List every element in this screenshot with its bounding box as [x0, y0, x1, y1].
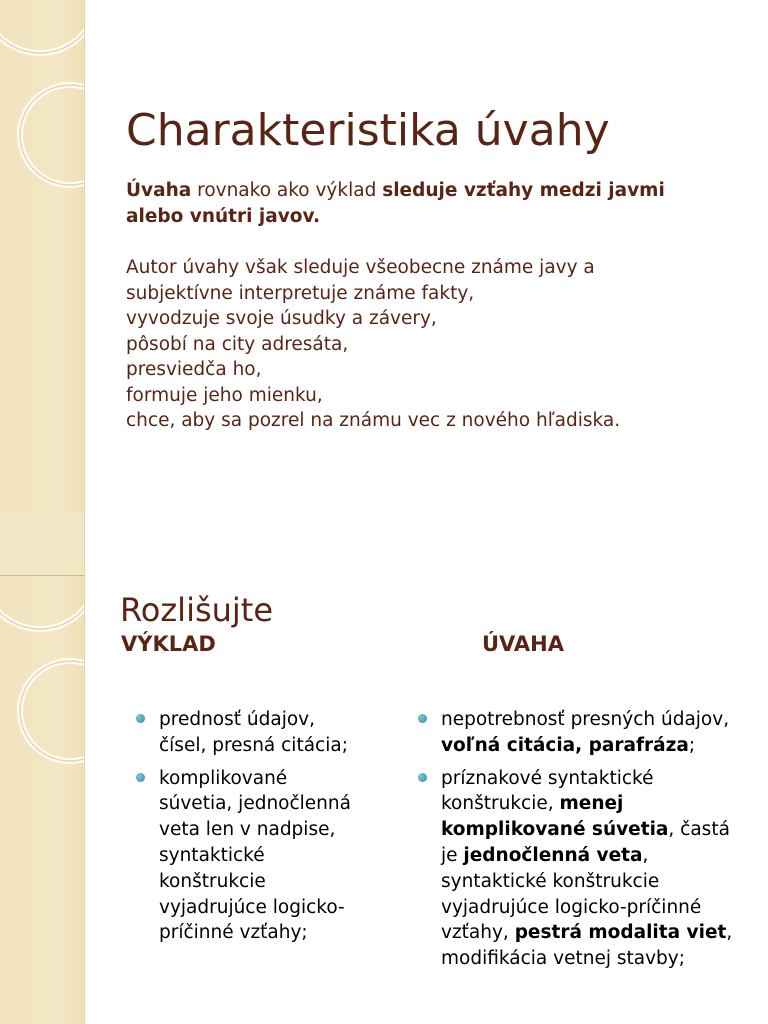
list-item-emphasis: menej komplikované súvetia	[441, 793, 669, 841]
list-item-emphasis: pestrá modalita viet	[514, 922, 727, 944]
list-item-emphasis: jednočlenná veta	[463, 844, 643, 866]
bullet-icon	[136, 773, 145, 782]
description-line: pôsobí na city adresáta,	[126, 333, 349, 355]
bullet-icon	[418, 773, 427, 782]
right-bullet-list	[418, 707, 748, 979]
list-item-emphasis: voľná citácia, parafráza	[441, 734, 689, 756]
description-line: vyvodzuje svoje úsudky a závery,	[126, 308, 437, 329]
list-item	[418, 707, 748, 759]
list-item	[136, 707, 366, 759]
slide-gap	[0, 512, 768, 576]
decorative-circles-icon	[0, 576, 84, 1024]
list-item-text: príznakové syntaktické konštrukcie,	[441, 767, 654, 815]
decorative-circles-icon	[0, 0, 84, 512]
list-item	[418, 766, 748, 972]
intro-emphasis: sleduje vzťahy medzi javmi alebo vnútri javov.	[126, 180, 665, 227]
bullet-icon	[136, 714, 145, 723]
bullet-icon	[418, 714, 427, 723]
column-heading-right: ÚVAHA	[482, 632, 564, 656]
left-bullet-list	[136, 707, 366, 953]
decorative-band	[0, 0, 85, 512]
decorative-band	[0, 576, 85, 1024]
list-item-text: , syntaktické konštrukcie vyjadrujúce logicko-príčinné vzťahy,	[441, 844, 702, 944]
page-title: Charakteristika úvahy	[126, 105, 610, 156]
description-lines	[126, 255, 746, 434]
description-line: presviedča ho,	[126, 359, 262, 380]
list-item	[136, 766, 366, 947]
description-line: subjektívne interpretuje známe fakty,	[126, 282, 475, 304]
list-item-text: , modifikácia vetnej stavby;	[441, 922, 733, 970]
column-heading-left: VÝKLAD	[121, 632, 216, 656]
description-line: formuje jeho mienku,	[126, 384, 323, 406]
intro-term: Úvaha	[126, 180, 192, 201]
intro-text: rovnako ako výklad	[191, 180, 383, 201]
description-line: chce, aby sa pozrel na známu vec z nového hľadiska.	[126, 410, 621, 431]
decorative-band	[0, 512, 85, 576]
description-line: Autor úvahy však sleduje všeobecne známe javy a	[126, 257, 595, 278]
list-item-text: nepotrebnosť presných údajov,	[441, 709, 730, 730]
list-item-text: komplikované súvetia, jednočlenná veta len v nadpise, syntaktické konštrukcie vyjadrujúce logicko-príčinné vzťahy;	[159, 767, 351, 944]
list-item-text: ;	[688, 734, 696, 756]
list-item-text: prednosť údajov, čísel, presná citácia;	[159, 709, 348, 756]
list-item-text: , častá je	[441, 819, 730, 866]
slide-2-title: Rozlišujte	[120, 591, 274, 629]
intro-paragraph	[126, 178, 726, 229]
